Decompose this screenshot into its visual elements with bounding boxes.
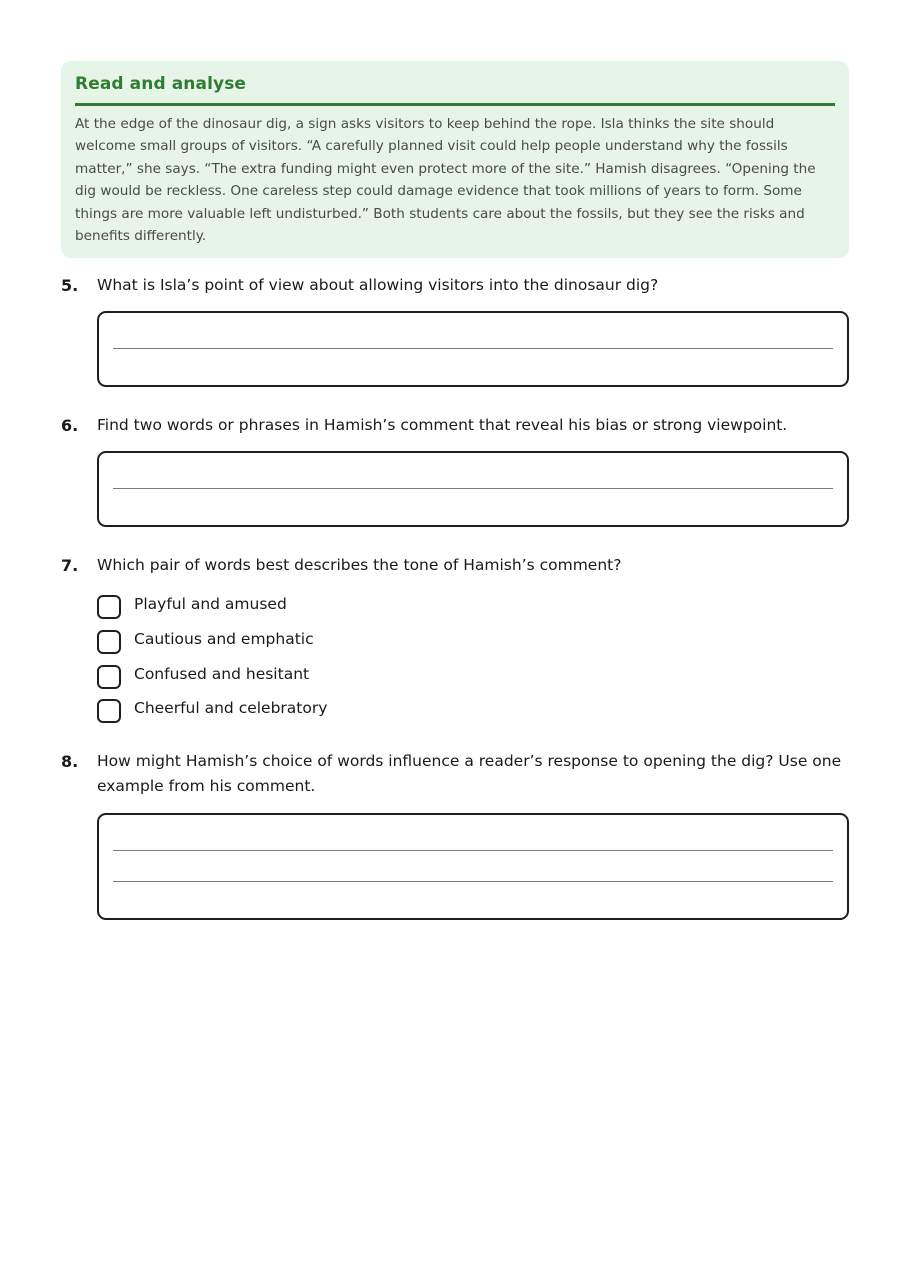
answer-box-q5[interactable]: [97, 311, 849, 387]
question-6: [61, 413, 851, 438]
answer-line: [113, 881, 833, 882]
panel-title: Read and analyse: [75, 74, 247, 94]
read-and-analyse-panel: [61, 61, 849, 258]
answer-line: [113, 850, 833, 851]
question-number: 6.: [61, 416, 79, 435]
title-divider: [75, 103, 835, 106]
option-label: Confused and hesitant: [134, 665, 310, 683]
checkbox[interactable]: [97, 630, 121, 654]
checkbox[interactable]: [97, 699, 121, 723]
question-text: Find two words or phrases in Hamish’s comment that reveal his bias or strong viewpoint.: [97, 416, 788, 434]
option-label: Playful and amused: [134, 595, 287, 613]
option-label: Cheerful and celebratory: [134, 699, 328, 717]
passage-text: At the edge of the dinosaur dig, a sign asks visitors to keep behind the rope. Isla thinks the site should welcome small groups of visitors. “A carefully planned visit could help people understand why the fossils matter,” she says. “The extra funding might even protect more of the site.” Hamish disagrees. “Opening the dig would be reckless. One careless step could damage evidence that took millions of years to form. Some things are more valuable left undisturbed.” Both students care about the fossils, but they see the risks and benefits differently.: [75, 116, 816, 245]
question-text: How might Hamish’s choice of words influence a reader’s response to opening the dig? Use one example from his comment.: [97, 752, 842, 795]
question-number: 5.: [61, 276, 79, 295]
question-number: 8.: [61, 752, 79, 771]
answer-box-q8[interactable]: [97, 813, 849, 920]
option-cautious-and-emphatic[interactable]: [97, 628, 314, 656]
question-7: [61, 553, 851, 578]
option-label: Cautious and emphatic: [134, 630, 314, 648]
question-8: [61, 749, 851, 799]
option-confused-and-hesitant[interactable]: [97, 663, 309, 691]
checkbox[interactable]: [97, 595, 121, 619]
question-text: Which pair of words best describes the tone of Hamish’s comment?: [97, 556, 622, 574]
question-5: [61, 273, 851, 298]
option-playful-and-amused[interactable]: [97, 593, 287, 621]
answer-line: [113, 348, 833, 349]
checkbox[interactable]: [97, 665, 121, 689]
answer-line: [113, 488, 833, 489]
answer-box-q6[interactable]: [97, 451, 849, 527]
option-cheerful-and-celebratory[interactable]: [97, 697, 327, 725]
question-number: 7.: [61, 556, 79, 575]
question-text: What is Isla’s point of view about allowing visitors into the dinosaur dig?: [97, 276, 659, 294]
